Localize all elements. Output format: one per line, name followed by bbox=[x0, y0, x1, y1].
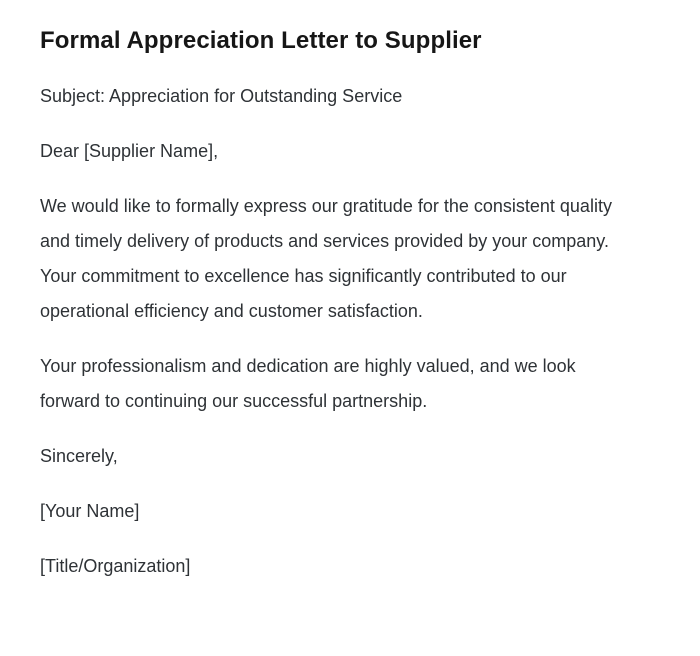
letter-title: Formal Appreciation Letter to Supplier bbox=[40, 27, 482, 54]
signature-title: [Title/Organization] bbox=[40, 556, 191, 576]
letter-paragraph: Your professionalism and dedication are highly valued, and we look forward to continuing our successful partnership. bbox=[40, 356, 576, 411]
signature-name: [Your Name] bbox=[40, 501, 140, 521]
subject-line: Subject: Appreciation for Outstanding Service bbox=[40, 86, 403, 106]
closing: Sincerely, bbox=[40, 446, 118, 466]
letter-paragraph: We would like to formally express our gratitude for the consistent quality and timely delivery of products and services provided by your company. Your commitment to excellence has significantly contributed to our operational efficiency and customer satisfaction. bbox=[40, 196, 612, 321]
salutation: Dear [Supplier Name], bbox=[40, 141, 219, 161]
appreciation-letter bbox=[40, 26, 640, 584]
